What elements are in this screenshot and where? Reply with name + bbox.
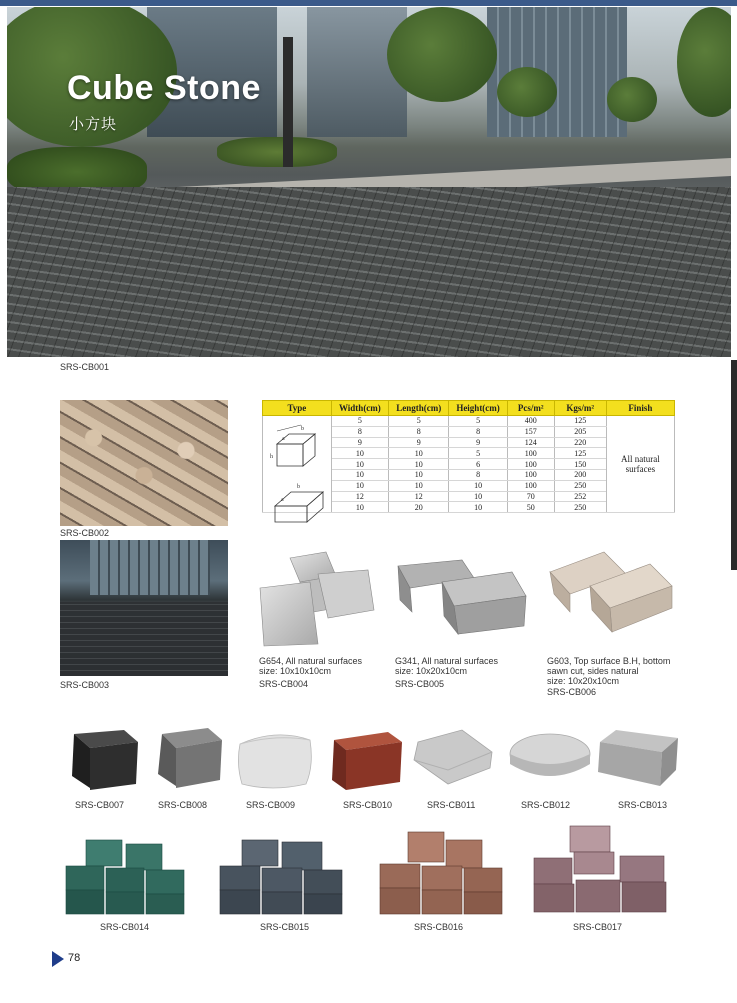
- finish-text: All natural: [620, 454, 660, 465]
- hero-tree: [497, 67, 557, 117]
- table-cell: 205: [554, 426, 606, 437]
- stone-cb015-image: [216, 836, 346, 916]
- right-edge-strip: [731, 360, 737, 570]
- type-diagram-cell: [263, 416, 332, 513]
- table-cell: 157: [507, 426, 554, 437]
- table-cell: 12: [331, 491, 388, 502]
- product-code: SRS-CB013: [618, 800, 668, 810]
- table-cell: 5: [449, 416, 507, 427]
- diagram-label-a: a: [281, 497, 284, 503]
- table-cell: 10: [331, 448, 388, 459]
- table-cell: 9: [389, 437, 449, 448]
- diagram-label-b: b: [301, 426, 304, 432]
- product-code: SRS-CB001: [60, 362, 110, 372]
- hero-tree: [387, 7, 497, 102]
- hero-tree: [677, 7, 731, 117]
- plaza-building: [90, 540, 210, 595]
- diagram-label-a: a: [282, 436, 285, 442]
- stone-cb017-image: [530, 822, 672, 916]
- table-cell: 124: [507, 437, 554, 448]
- table-cell: 10: [449, 491, 507, 502]
- table-header: Pcs/m²: [507, 401, 554, 416]
- top-border: [0, 0, 737, 6]
- table-cell: 8: [449, 469, 507, 480]
- table-cell: 10: [389, 448, 449, 459]
- page-arrow-icon: [52, 951, 64, 967]
- table-cell: 5: [389, 416, 449, 427]
- hero-lamp-post: [283, 37, 293, 167]
- stone-cb010-image: [328, 730, 406, 792]
- spec-table: [262, 400, 675, 513]
- page-subtitle: 小方块: [69, 116, 118, 133]
- hero-tree: [607, 77, 657, 122]
- stone-cb007-image: [68, 728, 144, 794]
- table-cell: 10: [331, 469, 388, 480]
- table-cell: 100: [507, 480, 554, 491]
- table-cell: 6: [449, 459, 507, 470]
- diagram-label-h: h: [270, 454, 273, 460]
- hero-paving: [7, 187, 731, 357]
- product-code: SRS-CB012: [521, 800, 571, 810]
- product-code: SRS-CB008: [158, 800, 208, 810]
- finish-cell: [606, 416, 674, 513]
- table-cell: 10: [389, 469, 449, 480]
- stone-cb016-image: [376, 828, 506, 916]
- stone-cb004-image: [258, 548, 378, 650]
- product-code: SRS-CB002: [60, 528, 110, 538]
- finish-text: surfaces: [625, 464, 656, 475]
- stone-cb009-image: [236, 730, 314, 792]
- page-title: Cube Stone: [67, 69, 261, 107]
- table-cell: 400: [507, 416, 554, 427]
- product-code: SRS-CB009: [246, 800, 296, 810]
- stone-cb013-image: [598, 728, 680, 790]
- table-cell: 10: [331, 502, 388, 513]
- table-cell: 10: [449, 502, 507, 513]
- table-cell: 8: [331, 426, 388, 437]
- table-cell: 220: [554, 437, 606, 448]
- plaza-paving-photo: [60, 540, 228, 676]
- stone-cb006-image: [546, 550, 676, 638]
- table-cell: 5: [449, 448, 507, 459]
- stone-cb005-image: [396, 558, 530, 638]
- table-cell: 20: [389, 502, 449, 513]
- product-code: SRS-CB014: [100, 922, 150, 932]
- stone-cb011-image: [410, 728, 496, 788]
- product-code: SRS-CB016: [414, 922, 464, 932]
- table-cell: 100: [507, 448, 554, 459]
- description-line: G603, Top surface B.H, bottom: [547, 656, 671, 666]
- description-line: size: 10x20x10cm: [395, 666, 468, 676]
- table-header: Length(cm): [389, 401, 449, 416]
- table-header: Height(cm): [449, 401, 507, 416]
- table-header: Type: [263, 401, 332, 416]
- hero-photo: [7, 7, 731, 357]
- table-cell: 125: [554, 448, 606, 459]
- table-header: Width(cm): [331, 401, 388, 416]
- diagram-label-b: b: [297, 484, 300, 490]
- stone-cb008-image: [156, 726, 226, 792]
- table-cell: 125: [554, 416, 606, 427]
- table-header: Kgs/m²: [554, 401, 606, 416]
- product-code: SRS-CB011: [427, 800, 476, 810]
- description-line: size: 10x20x10cm: [547, 676, 620, 686]
- table-cell: 100: [507, 469, 554, 480]
- table-cell: 10: [331, 480, 388, 491]
- stone-cb012-image: [508, 730, 592, 788]
- product-code: SRS-CB006: [547, 687, 597, 697]
- hero-shrub: [217, 137, 337, 167]
- table-cell: 5: [331, 416, 388, 427]
- cube-pile-photo: [60, 400, 228, 526]
- table-cell: 8: [389, 426, 449, 437]
- table-cell: 10: [331, 459, 388, 470]
- page-number: 78: [68, 952, 81, 964]
- table-row: [263, 416, 675, 427]
- product-code: SRS-CB005: [395, 679, 445, 689]
- table-cell: 10: [389, 459, 449, 470]
- product-description: [395, 656, 498, 676]
- table-cell: 9: [331, 437, 388, 448]
- table-cell: 9: [449, 437, 507, 448]
- product-code: SRS-CB010: [343, 800, 393, 810]
- table-cell: 10: [449, 480, 507, 491]
- table-cell: 8: [449, 426, 507, 437]
- description-line: G341, All natural surfaces: [395, 656, 499, 666]
- table-cell: 252: [554, 491, 606, 502]
- product-code: SRS-CB017: [573, 922, 623, 932]
- table-cell: 50: [507, 502, 554, 513]
- description-line: G654, All natural surfaces: [259, 656, 363, 666]
- table-cell: 12: [389, 491, 449, 502]
- table-cell: 10: [389, 480, 449, 491]
- table-cell: 150: [554, 459, 606, 470]
- plaza-paving: [60, 602, 228, 676]
- table-header: Finish: [606, 401, 674, 416]
- stone-cb014-image: [62, 836, 188, 916]
- product-code: SRS-CB003: [60, 680, 110, 690]
- product-code: SRS-CB007: [75, 800, 125, 810]
- table-cell: 200: [554, 469, 606, 480]
- cube-dimension-diagram: [267, 422, 329, 534]
- product-code: SRS-CB015: [260, 922, 310, 932]
- table-cell: 100: [507, 459, 554, 470]
- table-cell: 70: [507, 491, 554, 502]
- table-cell: 250: [554, 502, 606, 513]
- product-description: [547, 656, 670, 686]
- description-line: sawn cut, sides natural: [547, 666, 639, 676]
- description-line: size: 10x10x10cm: [259, 666, 332, 676]
- table-cell: 250: [554, 480, 606, 491]
- product-description: [259, 656, 362, 676]
- product-code: SRS-CB004: [259, 679, 309, 689]
